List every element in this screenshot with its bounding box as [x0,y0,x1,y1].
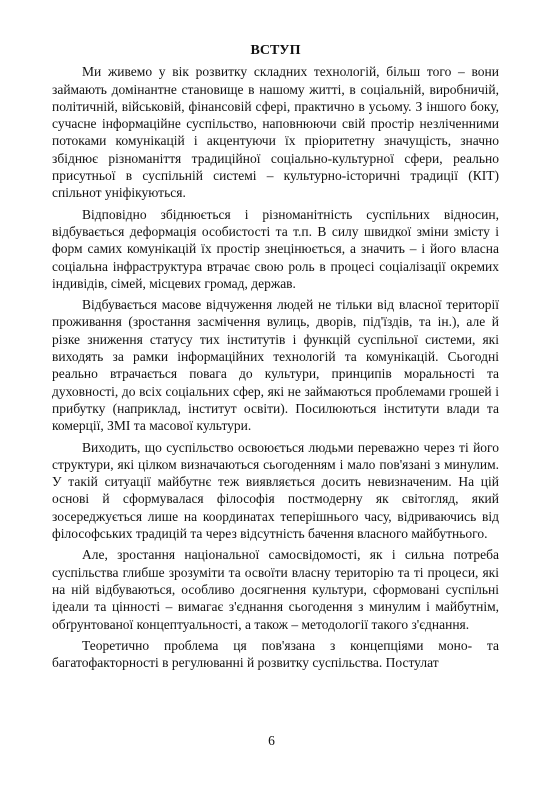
section-title: ВСТУП [250,43,301,58]
paragraph-1: Ми живемо у вік розвитку складних технологій, більш того – вони займають домінантне становище в нашому житті, в соціальній, виробничій, політичній, військовій, фінансовій сфері, практично в усьому. З іншого боку, сучасне інформаційне суспільство, наповнюючи свій простір незліченними потоками комунікацій і акцентуючи їх пріоритетну значущість, значно збіднює різноманіття традиційної соціально-культурної сфери, реально присутньої в суспільній системі – культурно-історичні традиції (КІТ) спільнот уніфікуються. [52,64,499,201]
page-number: 6 [268,733,275,748]
page-body [52,42,499,675]
paragraph-2: Відповідно збіднюється і різноманітність суспільних відносин, відбувається деформація особистості та т.п. В силу швидкої зміни змісту і форм самих комунікацій їх простір знецінюється, а значить – і його власна соціальна інфраструктура втрачає свою роль в процесі соціалізації окремих індивідів, сімей, місцевих громад, держав. [52,206,499,291]
paragraph-3: Відбувається масове відчуження людей не тільки від власної території проживання (зростання засмічення вулиць, дворів, під'їздів, та ін.), але й різке зниження статусу тих інститутів і функцій суспільної системи, які виходять за рамки інформаційних технологій та комунікацій. Сьогодні реально втрачається повага до культури, принципів моральності та духовності, до всіх соціальних сфер, які не займаються проблемами грошей і прибутку (наприклад, інститут освіти). Посилюються інститути влади та комерції, ЗМІ та масової культури. [52,297,499,434]
paragraph-5: Але, зростання національної самосвідомості, як і сильна потреба суспільства глибше зрозуміти та освоїти власну територію та ті процеси, які на ній відбуваються, особливо досягнення культури, сформовані суспільні ідеали та цінності – вимагає з'єднання сьогодення з минулим і майбутнім, обґрунтованої концептуальності, а також – методології такого з'єднання. [52,547,499,632]
paragraph-4: Виходить, що суспільство освоюється людьми переважно через ті його структури, які цілком визначаються сьогоденням і мало пов'язані з минулим. У такій ситуації майбутнє теж виявляється досить невизначеним. На цій основі й сформувалася філософія постмодерну як світогляд, який зосереджується лише на координатах теперішнього часу, відриваючись від філософських традицій та через відсутність бачення власного майбутнього. [52,439,499,542]
paragraph-6: Теоретично проблема ця пов'язана з концепціями моно- та багатофакторності в регулюванні й розвитку суспільства. Постулат [52,637,499,671]
